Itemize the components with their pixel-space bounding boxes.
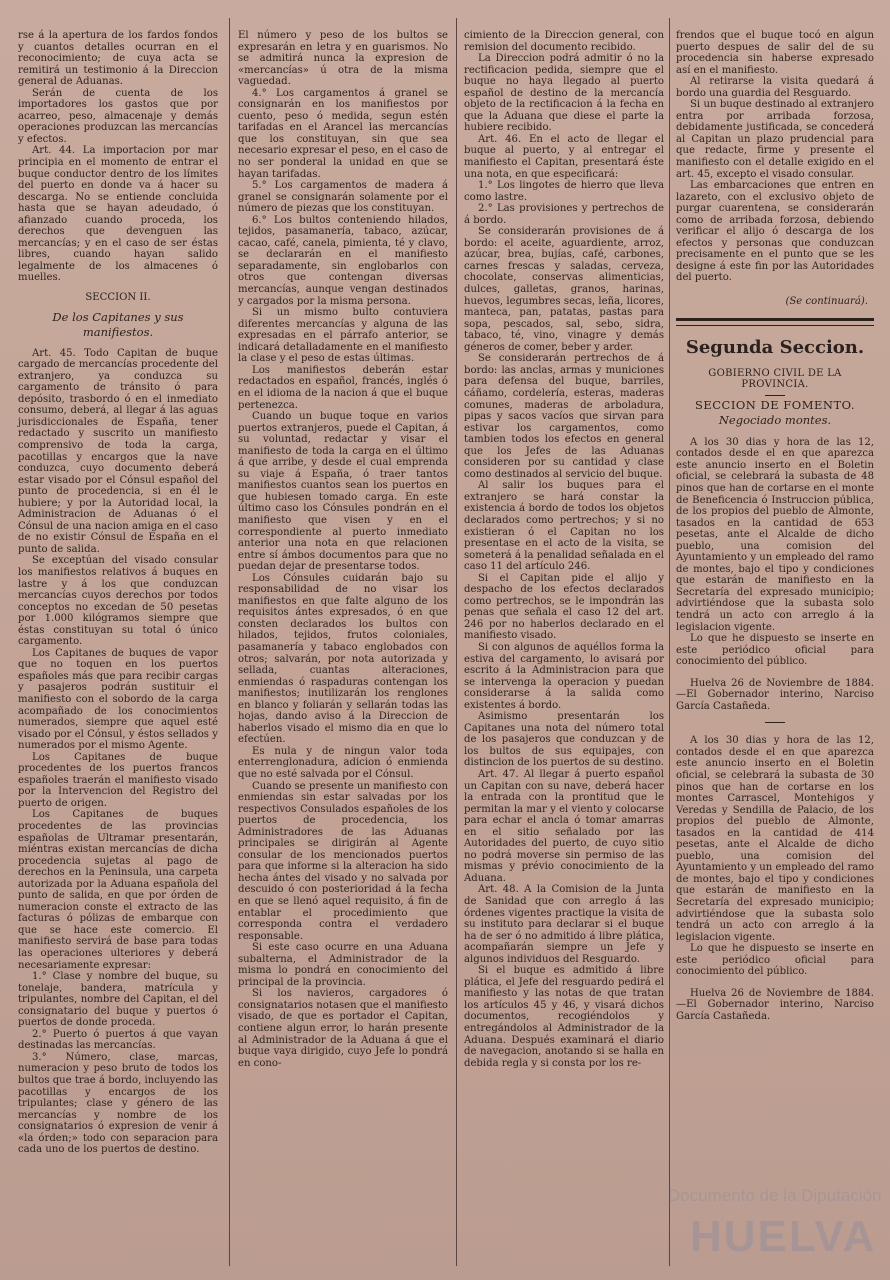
paragraph: Si el buque es admitido á libre plática, el Jefe del resguardo pedirá el manifiesto y las notas de que tratan los artículos 45 y 46, y visará dichos documentos, recogiéndolos y entregándolos al Administrador de la Aduana. Después examinará el diario de navegacion, anotando si se halla en debida regla y si consta por los re- bbox=[464, 965, 664, 1069]
list-item: 4.° Los cargamentos á granel se consignarán en los manifiestos por cuento, peso ó medida, segun estén tarifadas en el Arancel las mercancías que los constituyan, sin que sea necesario expresar el peso, en el caso de no ser ponderal la unidad en que se hayan tarifadas. bbox=[238, 87, 448, 180]
paragraph: Si un buque destinado al extranjero entra por arribada forzosa, debidamente justificada, se concederá al Capitan un plazo prudencial para que redacte, firme y presente el manifiesto con el detalle exigido en el art. 45, excepto el visado consular. bbox=[676, 99, 874, 180]
column-divider bbox=[229, 18, 230, 1266]
column-2 bbox=[238, 30, 448, 1069]
paragraph: Si con algunos de aquéllos forma la estiva del cargamento, lo avisará por escrito á la Administracion para que se intervenga la operacion y puedan considerarse á la salida como existentes á bordo. bbox=[464, 641, 664, 711]
list-item: 5.° Los cargamentos de madera á granel se consignarán solamente por el número de piezas que los constituyan. bbox=[238, 180, 448, 215]
paragraph: Si un mismo bulto contuviera diferentes mercancías y alguna de las expresadas en el párrafo anterior, se indicará detalladamente en el manifiesto la clase y el peso de estas últimas. bbox=[238, 307, 448, 365]
notice-paragraph: Lo que he dispuesto se inserte en este periódico oficial para conocimiento del público. bbox=[676, 633, 874, 668]
list-item: 1.° Los lingotes de hierro que lleva como lastre. bbox=[464, 180, 664, 203]
list-item: 2.° Puerto ó puertos á que vayan destinadas las mercancías. bbox=[18, 1028, 218, 1052]
column-3 bbox=[464, 30, 664, 1069]
notice-signature: Huelva 26 de Noviembre de 1884. —El Gobernador interino, Narciso García Castañeda. bbox=[676, 677, 874, 712]
column-divider bbox=[669, 18, 670, 1266]
article-47: Art. 47. Al llegar á puerto español un Capitan con su nave, deberá hacer la entrada con la prontitud que le permitan la mar y el viento y colocarse para echar el ancla ó tomar amarras en el sitio señalado por las Autoridades del puerto, de cuyo sitio no podrá moverse sin permiso de las mismas y prévio conocimiento de la Aduana. bbox=[464, 769, 664, 884]
paragraph: frendos que el buque tocó en algun puerto despues de salir del de su procedencia sin haberse expresado así en el manifiesto. bbox=[676, 30, 874, 76]
paragraph: La Direccion podrá admitir ó no la rectificacion pedida, siempre que el buque no haya llegado al puerto español de destino de la mercancía objeto de la rectificacion á la fecha en que la Aduana que diese el parte la hubiere recibido. bbox=[464, 53, 664, 134]
paragraph: Cuando se presente un manifiesto con enmiendas sin estar salvadas por los respectivos Consulados españoles de los puertos de procedencia, los Administradores de las Aduanas principales se dirigirán al Agente consular de los mencionados puertos para que informe si la alteracion ha sido hecha ántes del visado y no salvada por descuido ó con posterioridad á la fecha en que se llenó aquel requisito, á fin de entablar el procedimiento que corresponda contra el verdadero responsable. bbox=[238, 780, 448, 942]
paragraph: Cuando un buque toque en varios puertos extranjeros, puede el Capitan, á su voluntad, redactar y visar el manifiesto de toda la carga en el último á que arribe, y desde el cual emprenda su viaje á España, ó traer tantos manifiestos cuantos sean los puertos en que hubiesen tomado carga. En este último caso los Cónsules pondrán en el manifiesto que visen y en el correspondiente al puerto inmediato anterior una nota en que relacionen entre sí ámbos documentos para que no puedan dejar de presentarse todos. bbox=[238, 411, 448, 573]
paragraph: Los Capitanes de buques de vapor que no toquen en los puertos españoles más que para recibir cargas y pasajeros podrán sustituir el manifiesto con el sobordo de la carga acompañado de los conocimientos numerados, siempre que aquel esté visado por el Cónsul, y éstos sellados y numerados por el mismo Agente. bbox=[18, 647, 218, 752]
section-subtitle: De los Capitanes y sus manifiestos. bbox=[52, 309, 184, 339]
article-46: Art. 46. En el acto de llegar el buque al puerto, y al entregar el manifiesto el Capitan, presentará éste una nota, en que especificará: bbox=[464, 133, 664, 180]
paragraph: Las embarcaciones que entren en lazareto, con el exclusivo objeto de purgar cuarentena, se considerarán como de arribada forzosa, debiendo verificar el alijo ó descarga de los efectos y personas que conduzcan precisamente en el punto que se les designe á este fin por las Autoridades del puerto. bbox=[676, 180, 874, 284]
paragraph: Es nula y de ningun valor toda enterrenglonadura, adicion ó enmienda que no esté salvada por el Cónsul. bbox=[238, 745, 448, 780]
paragraph: Los Capitanes de buque procedentes de los puertos francos españoles traerán el manifiesto visado por la Intervencion del Registro del puerto de origen. bbox=[18, 751, 218, 809]
notice-paragraph: A los 30 dias y hora de las 12, contados desde el en que aparezca este anuncio inserto en el Boletin oficial, se celebrará la subasta de 30 pinos que han de cortarse en los montes Carrascel, Montehigos y Veredas y Sendilla de Palacio, de los propios del pueblo de Almonte, tasados en la cantidad de 414 pesetas, ante el Alcalde de dicho pueblo, una comision del Ayuntamiento y un empleado del ramo de montes, bajo el tipo y condiciones que estarán de manifiesto en la Secretaría del expresado municipio; advirtiéndose que la subasta solo tendrá un acto con arreglo á la legislacion vigente. bbox=[676, 735, 874, 943]
list-item: 1.° Clase y nombre del buque, su tonelaje, bandera, matrícula y tripulantes, nombre del Capitan, el del consignatario del buque y puertos ó puertos de donde proceda. bbox=[18, 971, 218, 1029]
column-4 bbox=[676, 30, 874, 1022]
watermark-text: HUELVA bbox=[690, 1212, 877, 1261]
section-title: Segunda Seccion. bbox=[685, 336, 865, 358]
paragraph: rse á la apertura de los fardos fondos y cuantos detalles ocurran en el reconocimiento; de cuya acta se remitirá un testimonio á la Direccion general de Aduanas. bbox=[18, 30, 218, 88]
notice-paragraph: Lo que he dispuesto se inserte en este periódico oficial para conocimiento del público. bbox=[676, 943, 874, 978]
paragraph: Si los navieros, cargadores ó consignatarios notasen que el manifiesto visado, de que es portador el Capitan, contiene algun error, lo harán presente al Administrador de la Aduana á que el buque vaya dirigido, cuyo Jefe lo pondrá en cono- bbox=[238, 988, 448, 1069]
department-heading: SECCION DE FOMENTO. bbox=[694, 397, 856, 412]
column-1 bbox=[18, 30, 218, 1156]
paragraph: Los Capitanes de buques procedentes de las provincias españolas de Ultramar presentarán, miéntras existan mercancías de dicha procedencia sujetas al pago de derechos en la Peninsula, una carpeta autorizada por la Aduana española del punto de salida, en que por órden de numeracion conste el extracto de las facturas ó pólizas de embarque con que se hace este comercio. El manifiesto servirá de base para todas las operaciones ulteriores y deberá necesariamente expresar: bbox=[18, 809, 218, 971]
paragraph: Los manifiestos deberán estar redactados en español, francés, inglés ó en el idioma de la nacion á que el buque pertenezca. bbox=[238, 364, 448, 411]
subject-heading: Negociado montes. bbox=[718, 413, 832, 428]
watermark-text: Documento de la Diputación bbox=[668, 1186, 882, 1205]
paragraph: Los Cónsules cuidarán bajo su responsabilidad de no visar los manifiestos en que falte alguno de los requisitos ántes expresados, ó en que consten declarados los bultos con hilados, tejidos, frutos coloniales, pasamanería y tabaco englobados con otros; salvarán, por nota autorizada y sellada, cuantas alteraciones, enmiendas ó raspaduras contengan los manifiestos; inutilizarán los renglones en blanco y foliarán y sellarán todas las hojas, dando aviso á la Direccion de haberlos visado el mismo dia en que lo efectúen. bbox=[238, 572, 448, 746]
article-48: Art. 48. A la Comision de la Junta de Sanidad que con arreglo á las órdenes vigentes practique la visita de su instituto para declarar si el buque ha de ser ó no admitido á libre plática, acompañarán siempre un Jefe y algunos individuos del Resguardo. bbox=[464, 884, 664, 965]
list-item: 2.° Las provisiones y pertrechos de á bordo. bbox=[464, 203, 664, 226]
list-item: 3.° Número, clase, marcas, numeracion y peso bruto de todos los bultos que trae á bordo, incluyendo las pacotillas y encargos de los tripulantes; clase y género de las mercancías y nombre de los consignatarios ó expresion de venir á «la órden;» todo con separacion para cada uno de los puertos de destino. bbox=[18, 1051, 218, 1156]
archive-watermark bbox=[640, 1178, 885, 1268]
section-heading: SECCION II. bbox=[85, 292, 151, 304]
continued-note: (Se continuará). bbox=[785, 296, 868, 308]
section-rule-thick bbox=[676, 318, 874, 321]
section-rule-thin bbox=[676, 325, 874, 326]
paragraph: Se exceptúan del visado consular los manifiestos relativos á buques en lastre y á los que conduzcan mercancías cuyos derechos por todos conceptos no excedan de 50 pesetas por 1.000 kilógramos siempre que éstas constituyan su total ó único cargamento. bbox=[18, 555, 218, 648]
paragraph: Asimismo presentarán los Capitanes una nota del número total de los pasajeros que conduzcan y de los bultos de sus equipajes, con distincion de los puertos de su destino. bbox=[464, 711, 664, 769]
column-divider bbox=[456, 18, 457, 1266]
paragraph: Serán de cuenta de los importadores los gastos que por acarreo, peso, almacenaje y demás operaciones produzcan las mercancías y efectos. bbox=[18, 87, 218, 145]
notice-signature: Huelva 26 de Noviembre de 1884. —El Gobernador interino, Narciso García Castañeda. bbox=[676, 987, 874, 1022]
paragraph: Al retirarse la visita quedará á bordo una guardia del Resguardo. bbox=[676, 76, 874, 99]
paragraph: Si el Capitan pide el alijo y despacho de los efectos declarados como pertrechos, se le impondrán las penas que señala el caso 12 del art. 246 por no haberlos declarado en el manifiesto visado. bbox=[464, 572, 664, 642]
paragraph: Al salir los buques para el extranjero se hará constar la existencia á bordo de todos los objetos declarados como pertrechos; y si no existieran ó el Capitan no los presentase en el acto de la visita, se someterá á la penalidad señalada en el caso 11 del artículo 246. bbox=[464, 480, 664, 573]
paragraph: cimiento de la Direccion general, con remision del documento recibido. bbox=[464, 30, 664, 53]
article-44: Art. 44. La importacion por mar principia en el momento de entrar el buque conductor dentro de los límites del puerto en donde va á hacer su descarga. No se entiende concluida hasta que se hayan adeudado, ó afianzado cuando proceda, los derechos que devenguen las mercancías; y en el caso de ser éstas libres, cuando hayan salido legalmente de los almacenes ó muelles. bbox=[18, 145, 218, 284]
paragraph: El número y peso de los bultos se expresarán en letra y en guarismos. No se admitirá nunca la expresion de «mercancías» ú otra de la misma vaguedad. bbox=[238, 30, 448, 88]
notice-paragraph: A los 30 dias y hora de las 12, contados desde el en que aparezca este anuncio inserto en el Boletin oficial, se celebrará la subasta de 48 pinos que han de cortarse en el monte de Beneficencia ó Instruccion pública, de los propios del pueblo de Almonte, tasados en la cantidad de 653 pesetas, ante el Alcalde de dicho pueblo, una comision del Ayuntamiento y un empleado del ramo de montes, bajo el tipo y condiciones que estarán de manifiesto en la Secretaría del expresado municipio; advirtiéndose que la subasta solo tendrá un acto con arreglo á la legislacion vigente. bbox=[676, 436, 874, 633]
government-heading: GOBIERNO CIVIL DE LA PROVINCIA. bbox=[708, 367, 842, 391]
list-item: 6.° Los bultos conteniendo hilados, tejidos, pasamanería, tabaco, azúcar, cacao, café, canela, pimienta, té y clavo, se declararán en el manifiesto separadamente, sin englobarlos con otros que contengan diversas mercancías, aunque vengan destinados y cargados por la misma persona. bbox=[238, 214, 448, 307]
paragraph: Se considerarán pertrechos de á bordo: las anclas, armas y municiones para defensa del buque, barriles, cáñamo, cordelería, esteras, maderas comunes, maderas de arboladura, pipas y sacos vacíos que sirvan para estivar los cargamentos, como tambien todos los efectos en general que los Jefes de las Aduanas consideren por su cantidad y clase como destinados al servicio del buque. bbox=[464, 353, 664, 480]
paragraph: Si este caso ocurre en una Aduana subalterna, el Administrador de la misma lo pondrá en conocimiento del principal de la provincia. bbox=[238, 942, 448, 988]
short-divider bbox=[765, 395, 785, 396]
paragraph: Se considerarán provisiones de á bordo: el aceite, aguardiente, arroz, azúcar, brea, bujías, café, carbones, carnes frescas y saladas, cerveza, chocolate, conservas alimenticias, dulces, galletas, granos, harinas, huevos, legumbres secas, leña, licores, manteca, pan, patatas, pastas para sopa, pescados, sal, sebo, sidra, tabaco, té, vino, vinagre y demás géneros de comer, beber y arder. bbox=[464, 226, 664, 353]
short-divider bbox=[765, 722, 785, 723]
article-45: Art. 45. Todo Capitan de buque cargado de mercancías procedente del extranjero, ya conduzca su cargamento de tránsito ó para depósito, trasbordo ó en el inmediato consumo, deberá, al llegar á las aguas jurisdiccionales de España, tener redactado y suscrito un manifiesto comprensivo de toda la carga, pacotillas y encargos que la nave conduzca, cuyo documento deberá estar visado por el Cónsul español del punto de procedencia, si en él le hubiere; y por la Autoridad local, la Administracion de Aduanas ó el Cónsul de una nacion amiga en el caso de no existir Cónsul de España en el punto de salida. bbox=[18, 347, 218, 555]
